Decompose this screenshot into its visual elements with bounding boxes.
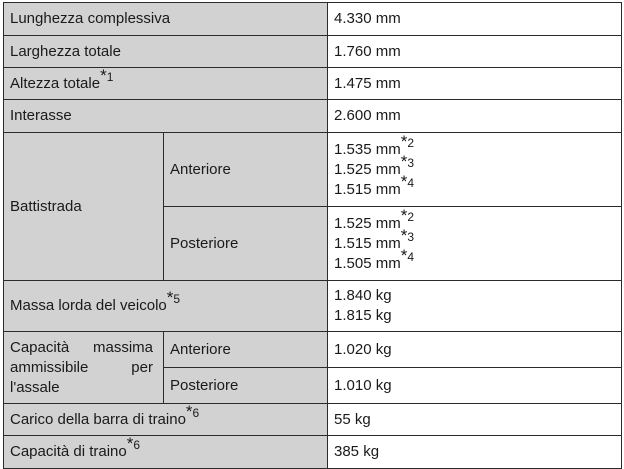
- label-battistrada: Battistrada: [4, 133, 164, 281]
- value-text: 1.525 mm: [334, 160, 401, 178]
- label-line: Capacità massima: [10, 338, 153, 356]
- value-text: 1.515 mm: [334, 234, 401, 252]
- values-massa: [328, 281, 622, 332]
- value-capacita-anteriore: 1.020 kg: [328, 332, 622, 368]
- label-battistrada-posteriore: Posteriore: [164, 207, 328, 281]
- footnote-number: 1: [106, 69, 114, 84]
- label-altezza: [4, 65, 328, 100]
- footnote-marker: *2: [400, 131, 415, 151]
- row-capacita-traino: [4, 436, 622, 469]
- value-capacita-traino: 385 kg: [328, 436, 622, 469]
- label-carico-barra-text: Carico della barra di traino: [10, 410, 186, 428]
- label-capacita-posteriore: Posteriore: [164, 368, 328, 404]
- value-line: [334, 131, 615, 160]
- value-line: [334, 151, 615, 180]
- footnote-marker: *6: [185, 401, 200, 421]
- label-lunghezza: Lunghezza complessiva: [4, 3, 328, 36]
- label-line: ammissibile per: [10, 358, 153, 376]
- label-altezza-text: Altezza totale: [10, 74, 101, 92]
- row-larghezza: [4, 36, 622, 68]
- label-capacita-anteriore: Anteriore: [164, 332, 328, 368]
- label-larghezza: Larghezza totale: [4, 36, 328, 68]
- label-line: l'assale: [10, 378, 60, 396]
- row-lunghezza: [4, 3, 622, 36]
- value-text: 1.505 mm: [334, 254, 401, 272]
- footnote-marker: *5: [166, 288, 181, 307]
- value-line: [334, 205, 615, 234]
- footnote-number: 2: [407, 209, 415, 224]
- label-battistrada-anteriore: Anteriore: [164, 133, 328, 207]
- row-massa: [4, 281, 622, 332]
- label-interasse: Interasse: [4, 100, 328, 133]
- label-carico-barra: [4, 401, 328, 436]
- value-line: 1.840 kg: [334, 287, 392, 304]
- footnote-marker: *3: [400, 225, 415, 245]
- values-battistrada-posteriore: [328, 207, 622, 281]
- row-altezza: [4, 68, 622, 100]
- value-lunghezza: 4.330 mm: [328, 3, 622, 36]
- value-line: [334, 245, 615, 274]
- footnote-number: 6: [192, 405, 200, 420]
- row-carico-barra: [4, 404, 622, 436]
- footnote-number: 3: [407, 229, 415, 244]
- values-battistrada-anteriore: [328, 133, 622, 207]
- footnote-number: 5: [173, 292, 181, 306]
- footnote-number: 3: [407, 155, 415, 170]
- label-massa: [4, 281, 328, 332]
- value-text: 1.525 mm: [334, 214, 401, 232]
- label-massa-text: Massa lorda del veicolo: [10, 297, 167, 314]
- value-interasse: 2.600 mm: [328, 100, 622, 133]
- specifications-table: [3, 2, 622, 469]
- footnote-number: 4: [407, 249, 415, 264]
- footnote-marker: *1: [100, 65, 114, 85]
- row-battistrada-anteriore: [4, 133, 622, 207]
- row-capacita-assale-anteriore: [4, 332, 622, 368]
- footnote-marker: *2: [400, 205, 415, 225]
- label-capacita-assale: [4, 332, 164, 404]
- value-line: [334, 171, 615, 200]
- footnote-marker: *4: [400, 245, 415, 265]
- value-carico-barra: 55 kg: [328, 404, 622, 436]
- value-capacita-posteriore: 1.010 kg: [328, 368, 622, 404]
- value-text: 1.535 mm: [334, 140, 401, 158]
- label-capacita-traino: [4, 436, 328, 469]
- footnote-number: 4: [407, 175, 415, 190]
- value-altezza: 1.475 mm: [328, 68, 622, 100]
- footnote-marker: *6: [126, 434, 141, 453]
- value-larghezza: 1.760 mm: [328, 36, 622, 68]
- footnote-number: 6: [133, 438, 141, 452]
- value-line: [334, 225, 615, 254]
- footnote-number: 2: [407, 135, 415, 150]
- value-line: 1.815 kg: [334, 307, 392, 324]
- footnote-marker: *3: [400, 151, 415, 171]
- footnote-marker: *4: [400, 171, 415, 191]
- value-text: 1.515 mm: [334, 180, 401, 198]
- row-interasse: [4, 100, 622, 133]
- label-capacita-traino-text: Capacità di traino: [10, 443, 127, 460]
